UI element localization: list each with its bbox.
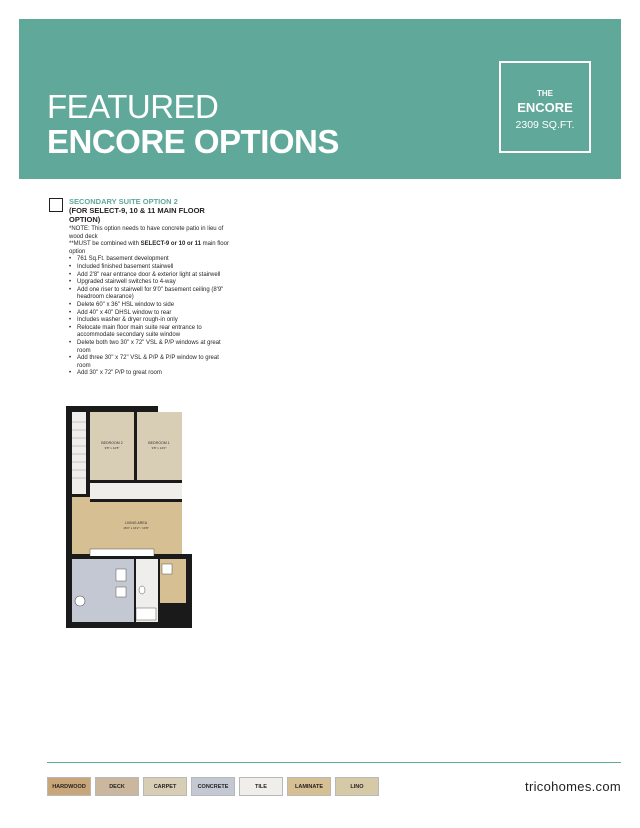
list-item: • Includes washer & dryer rough-in only: [69, 317, 229, 325]
bedroom-2-label: BEDROOM 2: [101, 441, 123, 445]
swatch-hardwood: HARDWOOD: [47, 777, 91, 796]
option-notes: [69, 226, 229, 378]
living-area-left: [72, 497, 90, 554]
list-item: • Delete both two 30" x 72" VSL & P/P windows at great room: [69, 340, 229, 355]
swatch-concrete: CONCRETE: [191, 777, 235, 796]
closet-floor: [90, 483, 182, 499]
header-banner: [19, 19, 621, 179]
list-item: • Add 2'8" rear entrance door & exterior light at stairwell: [69, 272, 229, 280]
footer-divider: [47, 762, 621, 763]
list-item: • 761 Sq.Ft. basement development: [69, 256, 229, 264]
stairwell: [72, 412, 86, 494]
model-prefix: THE: [537, 89, 553, 98]
option-checkbox[interactable]: [49, 198, 63, 212]
swatch-tile: TILE: [239, 777, 283, 796]
list-item: • Add 40" x 40" DHSL window to rear: [69, 310, 229, 318]
basement-floorplan: [64, 404, 194, 630]
website-url[interactable]: tricohomes.com: [525, 779, 621, 794]
bedroom-1-label: BEDROOM 1: [148, 441, 170, 445]
list-item: • Add one riser to stairwell for 9'0" basement ceiling (8'9" headroom clearance): [69, 287, 229, 302]
swatch-laminate: LAMINATE: [287, 777, 331, 796]
page-title-featured: FEATURED: [47, 88, 219, 125]
note-must-part1: **MUST be combined with: [69, 241, 141, 248]
model-sqft: 2309 SQ.FT.: [515, 119, 575, 131]
flooring-legend: [47, 777, 379, 796]
swatch-deck: DECK: [95, 777, 139, 796]
list-item: • Relocate main floor main suite rear entrance to accommodate secondary suite window: [69, 325, 229, 340]
note-must-part3: main floor option: [69, 241, 229, 255]
list-item: • Add 30" x 72" P/P to great room: [69, 370, 229, 378]
option-item-list: [69, 256, 229, 378]
note-must-combine: [69, 241, 229, 256]
list-item: • Add three 30" x 72" VSL & P/P & P/P window to great room: [69, 355, 229, 370]
toilet: [139, 586, 145, 594]
note-must-part2: SELECT-9 or 10 or 11: [140, 241, 201, 248]
kitchen-counter: [90, 549, 154, 557]
option-subtitle: (FOR SELECT-9, 10 & 11 MAIN FLOOR OPTION): [69, 206, 205, 224]
fridge: [116, 569, 126, 581]
model-badge: [499, 61, 591, 153]
page-title-options: ENCORE OPTIONS: [47, 123, 339, 160]
bedroom-1-size: 9'8" x 14'0": [151, 446, 167, 450]
living-area-size: 16'0" x 16'2" / 13'8": [123, 526, 149, 530]
stove: [116, 587, 126, 597]
bathtub: [136, 608, 156, 620]
washer: [162, 564, 172, 574]
living-area-label: LIVING AREA: [124, 521, 148, 525]
water-heater: [75, 596, 85, 606]
list-item: • Upgraded stairwell switches to 4-way: [69, 279, 229, 287]
swatch-lino: LINO: [335, 777, 379, 796]
option-title: SECONDARY SUITE OPTION 2: [69, 197, 178, 206]
list-item: • Included finished basement stairwell: [69, 264, 229, 272]
swatch-carpet: CARPET: [143, 777, 187, 796]
bedroom-2-size: 9'8" x 12'8": [104, 446, 120, 450]
model-name: ENCORE: [517, 100, 573, 115]
note-concrete-patio: *NOTE: This option needs to have concrete patio in lieu of wood deck: [69, 226, 224, 240]
list-item: • Delete 60" x 36" HSL window to side: [69, 302, 229, 310]
